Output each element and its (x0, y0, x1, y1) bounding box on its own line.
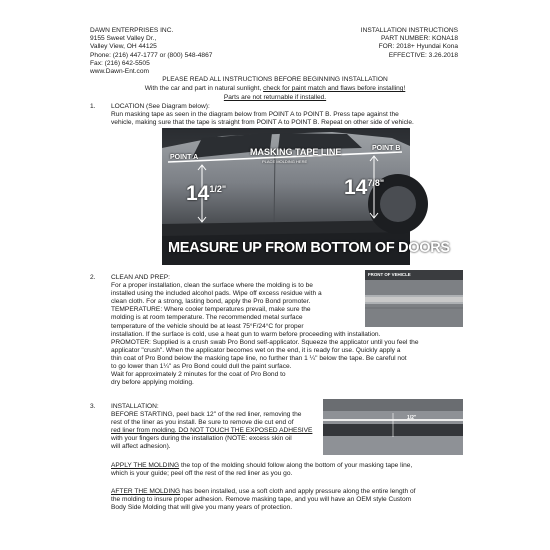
step2-line: Wait for approximately 2 minutes for the coat of Pro Bond to (111, 371, 286, 379)
company-fax: Fax: (216) 642-5505 (90, 59, 150, 67)
step3-line: BEFORE STARTING, peel back 12" of the red liner, removing the (111, 411, 302, 419)
company-website: www.Dawn-Ent.com (90, 68, 149, 76)
step2-line: molding is at room temperature. The recommended metal surface (111, 314, 303, 322)
after-line (111, 488, 415, 496)
after-molding-paragraph (111, 488, 415, 512)
notice-read-all: PLEASE READ ALL INSTRUCTIONS BEFORE BEGINNING INSTALLATION (162, 76, 388, 83)
step2-number: 2. (90, 274, 96, 281)
notice-not-returnable: Parts are not returnable if installed. (223, 94, 327, 101)
installation-photo (323, 399, 463, 455)
step2-line: applicator "crush". When the applicator becomes wet on the end, it is ready for use. Quickly apply a (111, 346, 401, 354)
step2-line: clean cloth. For a strong, lasting bond, apply the Pro Bond promoter. (111, 298, 311, 306)
step2-line: temperature of the vehicle should be at least 75°F/24°C for proper (111, 322, 304, 330)
after-line: the molding to insure proper adhesion. Remove masking tape, and you will have an OEM style Custom (111, 496, 412, 504)
notice-paint-match (0, 85, 550, 93)
step1-line: vehicle, making sure that the tape is straight from POINT A to POINT B. Repeat on other side of vehicle. (111, 119, 414, 127)
step2-line: installation. If the surface is cold, use a heat gun to warm before proceeding with installation. (111, 330, 381, 338)
company-block (90, 27, 212, 76)
front-measure-whole: 14 (186, 182, 210, 205)
apply-line (111, 462, 412, 470)
step2-line: PROMOTER: Supplied is a crush swab Pro Bond self-applicator. Squeeze the applicator until you feel the (111, 338, 419, 346)
company-city: Valley View, OH 44125 (90, 43, 157, 51)
step2-line: to go lower than 1¼" as Pro Bond could dull the paint surface. (111, 363, 292, 371)
after-rest: has been installed, use a soft cloth and apply pressure along the entire length of (180, 488, 416, 495)
front-measure-fraction: 1/2" (209, 184, 227, 194)
rear-measurement (344, 176, 384, 200)
rear-measure-fraction: 7/8" (367, 178, 385, 188)
point-b-label: POINT B (372, 145, 401, 152)
apply-lead: APPLY THE MOLDING (111, 462, 180, 469)
step3-line: with your fingers during the installation (NOTE: excess skin oil (111, 435, 292, 443)
front-of-vehicle-photo (365, 270, 463, 327)
installation-illustration (323, 399, 463, 455)
apply-rest: the top of the molding should follow along the bottom of your masking tape line, (179, 462, 413, 469)
molding-closeup-illustration (365, 270, 463, 327)
company-address: 9155 Sweet Valley Dr., (90, 35, 157, 43)
location-diagram-photo (162, 128, 450, 265)
step3-line: rest of the liner as you install. Be sure to remove die cut end of (111, 419, 294, 427)
masking-tape-label: MASKING TAPE LINE (250, 147, 342, 157)
rear-measure-whole: 14 (344, 176, 368, 199)
effective-date: EFFECTIVE: 3.26.2018 (388, 51, 458, 59)
front-of-vehicle-label: FRONT OF VEHICLE (368, 272, 411, 277)
apply-molding-paragraph (111, 462, 412, 478)
company-phone: Phone: (216) 447-1777 or (800) 548-4867 (90, 51, 213, 59)
installation-measure-label: 1/2" (407, 415, 417, 421)
step3-title: INSTALLATION: (111, 403, 159, 410)
part-number: PART NUMBER: KONA18 (381, 35, 458, 43)
step2-line: TEMPERATURE: Where cooler temperatures prevail, make sure the (111, 306, 311, 314)
step2-line: For a proper installation, clean the surface where the molding is to be (111, 282, 313, 290)
front-measurement (186, 182, 226, 206)
vehicle-fit: FOR: 2018+ Hyundai Kona (378, 43, 458, 51)
notice-paint-pre: With the car and part in natural sunlight, (144, 85, 264, 92)
step3-line: will affect adhesion). (111, 443, 171, 451)
step2-line: thin coat of Pro Bond below the masking tape line, no further than 1 ¼" below the tape. Be careful not (111, 354, 407, 362)
place-molding-label: PLACE MOLDING HERE (262, 159, 308, 164)
doc-title: INSTALLATION INSTRUCTIONS (360, 27, 458, 34)
document-info (361, 27, 458, 60)
step1-title: LOCATION (See Diagram below): (111, 103, 210, 110)
point-a-label: POINT A (170, 154, 199, 161)
after-lead: AFTER THE MOLDING (111, 488, 181, 495)
step2-title: CLEAN AND PREP: (111, 274, 170, 281)
step2-line: installed using the included alcohol pads. Wipe off excess residue with a (111, 290, 322, 298)
step3-number: 3. (90, 403, 96, 410)
apply-line: which is your guide; peel off the rest of the red liner as you go. (111, 470, 293, 478)
step1-line: Run masking tape as seen in the diagram below from POINT A to POINT B. Press tape against the (111, 111, 399, 119)
step3-text (111, 403, 312, 452)
step3-line: red liner from molding. DO NOT TOUCH THE EXPOSED ADHESIVE (111, 427, 313, 435)
notice-paint-link: check for paint match and flaws before installing! (263, 85, 406, 92)
step1-text (111, 103, 414, 127)
step1-number: 1. (90, 103, 96, 110)
after-line: Body Side Molding that will give you many years of protection. (111, 504, 293, 512)
measure-caption: MEASURE UP FROM BOTTOM OF DOORS (168, 240, 450, 256)
step2-line: dry before applying molding. (111, 379, 194, 387)
company-name: DAWN ENTERPRISES INC. (90, 27, 174, 34)
